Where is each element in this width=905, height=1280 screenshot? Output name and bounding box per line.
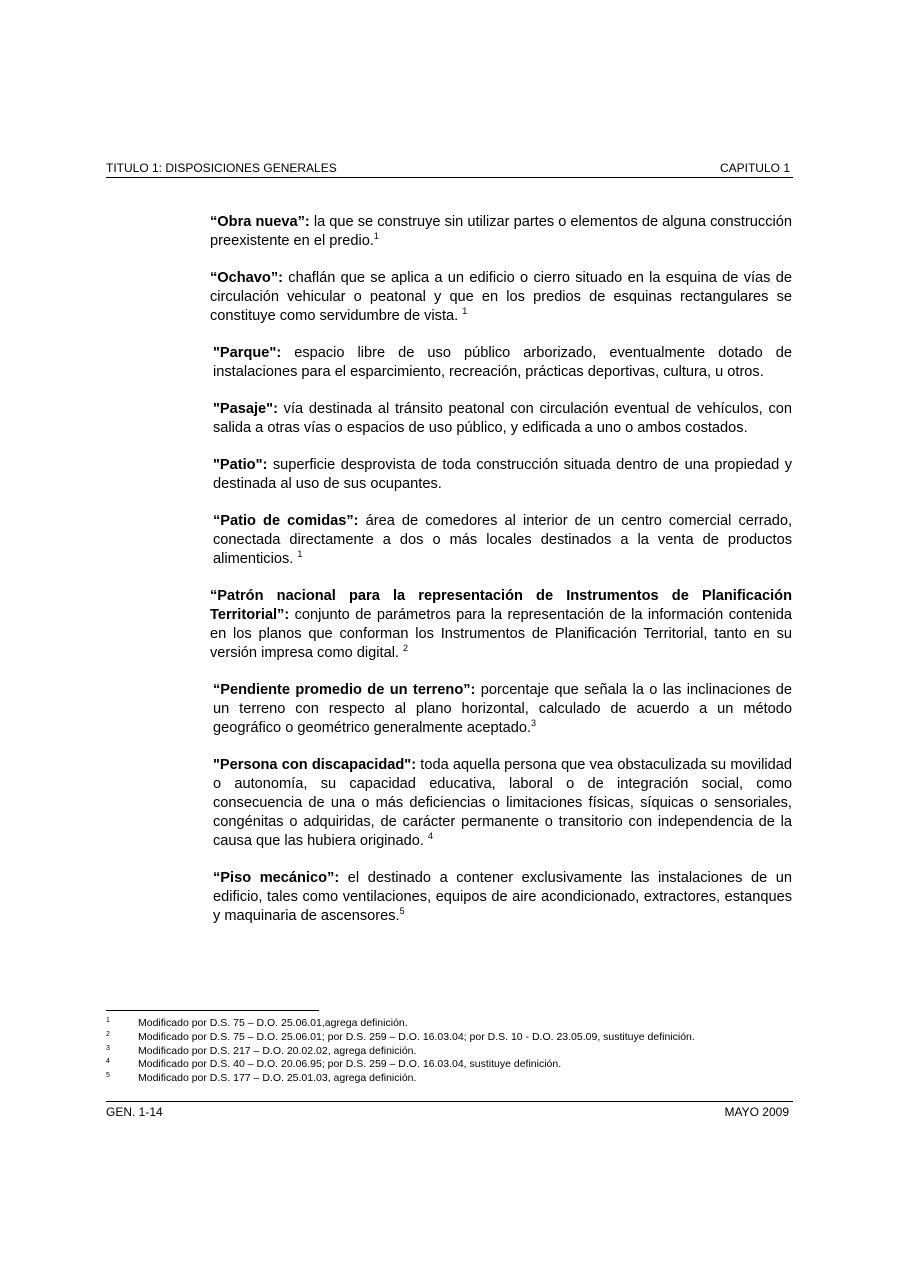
definition-text: área de comedores al interior de un centro comercial cerrado, conectada directamente a dos o más locales destinados a la venta de productos alimenticios. [213,513,792,567]
footnote-text: Modificado por D.S. 177 – D.O. 25.01.03, agrega definición. [138,1072,417,1085]
definition-text: la que se construye sin utilizar partes o elementos de alguna construcción preexistente en el predio. [210,214,792,249]
footnote [106,1058,806,1072]
definition-term: "Patio": [213,457,268,473]
definition-text: toda aquella persona que vea obstaculizada su movilidad o autonomía, su capacidad educativa, laboral o de integración social, como consecuencia de una o más deficiencias o limitaciones físicas, síquicas o sensoriales, congénitas o adquiridas, de carácter permanente o transitorio con independencia de la causa que las hubiera originado. [213,757,793,849]
page-header [106,161,793,178]
footnote-text: Modificado por D.S. 40 – D.O. 20.06.95; por D.S. 259 – D.O. 16.03.04, sustituye definición. [138,1058,562,1071]
definition-term: “Ochavo”: [210,270,283,286]
footnote-text: Modificado por D.S. 75 – D.O. 25.06.01,agrega definición. [138,1017,408,1029]
definition-item [210,344,792,382]
definition-text: el destinado a contener exclusivamente las instalaciones de un edificio, tales como ventilaciones, equipos de aire acondicionado, extractores, estanques y maquinaria de ascensores. [213,870,793,924]
definition-item [210,587,792,663]
footnote-number: 3 [106,1044,110,1052]
definition-term: "Persona con discapacidad": [213,757,417,773]
footnote [106,1045,806,1059]
footnote-ref: 3 [531,718,537,729]
definition-item [210,400,792,438]
footnote-ref: 1 [297,549,303,560]
definition-text: porcentaje que señala la o las inclinaciones de un terreno con respecto al plano horizontal, calculado de acuerdo a un método geográfico o geométrico generalmente aceptado. [213,682,792,736]
definitions-list [210,213,792,944]
definition-term: "Parque": [213,345,282,361]
footnote [106,1072,806,1086]
definition-term: “Patrón nacional para la representación de Instrumentos de Planificación Territorial”: [210,588,792,623]
page-number: GEN. 1-14 [106,1105,163,1119]
footnote-separator [106,1010,319,1011]
definition-item [210,456,792,494]
footnote-ref: 2 [403,643,409,654]
footnote-number: 4 [106,1058,110,1066]
header-chapter: CAPITULO 1 [719,161,790,175]
definition-text: chaflán que se aplica a un edificio o cierro situado en la esquina de vías de circulación vehicular o peatonal y que en los predios de esquinas rectangulares se constituye como servidumbre de vista. [210,270,792,324]
definition-item [210,213,792,251]
definition-term: “Pendiente promedio de un terreno”: [213,682,476,698]
definition-term: "Pasaje": [213,401,278,417]
definition-item [210,756,792,851]
definition-term: “Patio de comidas”: [213,513,359,529]
footnote-number: 5 [106,1072,110,1080]
header-title: TITULO 1: DISPOSICIONES GENERALES [106,161,337,175]
definition-text: vía destinada al tránsito peatonal con circulación eventual de vehículos, con salida a otras vías o espacios de uso público, y edificada a uno o ambos costados. [213,401,792,436]
edition-date: MAYO 2009 [724,1105,789,1119]
footnotes [106,1017,806,1086]
footnote [106,1031,806,1045]
definition-item [210,681,792,738]
definition-term: “Piso mecánico”: [213,870,340,886]
footnote-ref: 1 [462,306,468,317]
page-footer [106,1101,793,1122]
definition-term: “Obra nueva”: [210,214,310,230]
definition-item [210,512,792,569]
footnote-ref: 4 [428,831,434,842]
definition-item [210,269,792,326]
definition-item [210,869,792,926]
footnote-ref: 5 [399,906,405,917]
footnote-ref: 1 [373,231,379,242]
definition-text: superficie desprovista de toda construcción situada dentro de una propiedad y destinada al uso de sus ocupantes. [213,457,792,492]
footnote-text: Modificado por D.S. 217 – D.O. 20.02.02, agrega definición. [138,1044,417,1057]
definition-text: conjunto de parámetros para la representación de la información contenida en los planos que conforman los Instrumentos de Planificación Territorial, tanto en su versión impresa como digital. [210,607,792,661]
definition-text: espacio libre de uso público arborizado, eventualmente dotado de instalaciones para el esparcimiento, recreación, prácticas deportivas, cultura, u otros. [213,345,792,380]
footnote-number: 1 [106,1017,110,1024]
footnote-text: Modificado por D.S. 75 – D.O. 25.06.01; por D.S. 259 – D.O. 16.03.04; por D.S. 10 - D.O. 23.05.09, sustituye definición. [138,1030,695,1043]
footnote-number: 2 [106,1030,110,1038]
footnote [106,1017,806,1031]
